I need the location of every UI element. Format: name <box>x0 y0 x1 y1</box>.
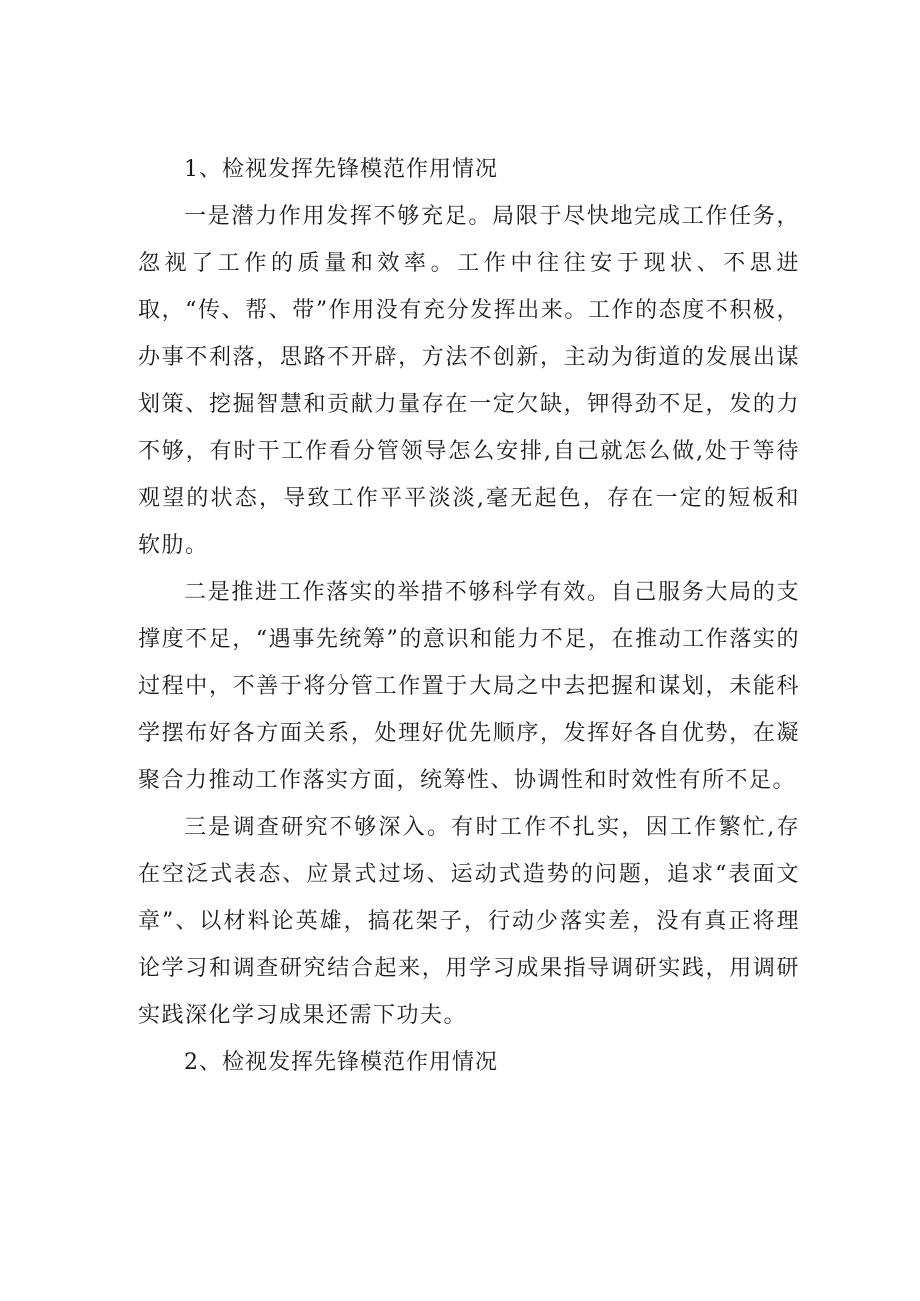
section-heading-2: 2、检视发挥先锋模范作用情况 <box>184 1050 498 1075</box>
section-heading-1: 1、检视发挥先锋模范作用情况 <box>184 157 498 182</box>
paragraph-2: 二是推进工作落实的举措不够科学有效。自己服务大局的支撑度不足，“遇事先统筹”的意识和能力不足，在推动工作落实的过程中，不善于将分管工作置于大局之中去把握和谋划，未能科学摆布好各方面关系，处理好优先顺序，发挥好各自优势，在凝聚合力推动工作落实方面，统筹性、协调性和时效性有所不足。 <box>138 580 800 793</box>
paragraph-1: 一是潜力作用发挥不够充足。局限于尽快地完成工作任务，忽视了工作的质量和效率。工作中往往安于现状、不思进取，“传、帮、带”作用没有充分发挥出来。工作的态度不积极，办事不利落，思路不开辟，方法不创新，主动为街道的发展出谋划策、挖掘智慧和贡献力量存在一定欠缺，钾得劲不足，发的力不够，有时干工作看分管领导怎么安排,自己就怎么做,处于等待观望的状态，导致工作平平淡淡,毫无起色，存在一定的短板和软肋。 <box>138 204 800 558</box>
document-body <box>138 146 800 1086</box>
paragraph-3: 三是调查研究不够深入。有时工作不扎实，因工作繁忙,存在空泛式表态、应景式过场、运动式造势的问题，追求“表面文章”、以材料论英雄，搞花架子，行动少落实差，没有真正将理论学习和调查研究结合起来，用学习成果指导调研实践，用调研实践深化学习成果还需下功夫。 <box>138 815 800 1028</box>
